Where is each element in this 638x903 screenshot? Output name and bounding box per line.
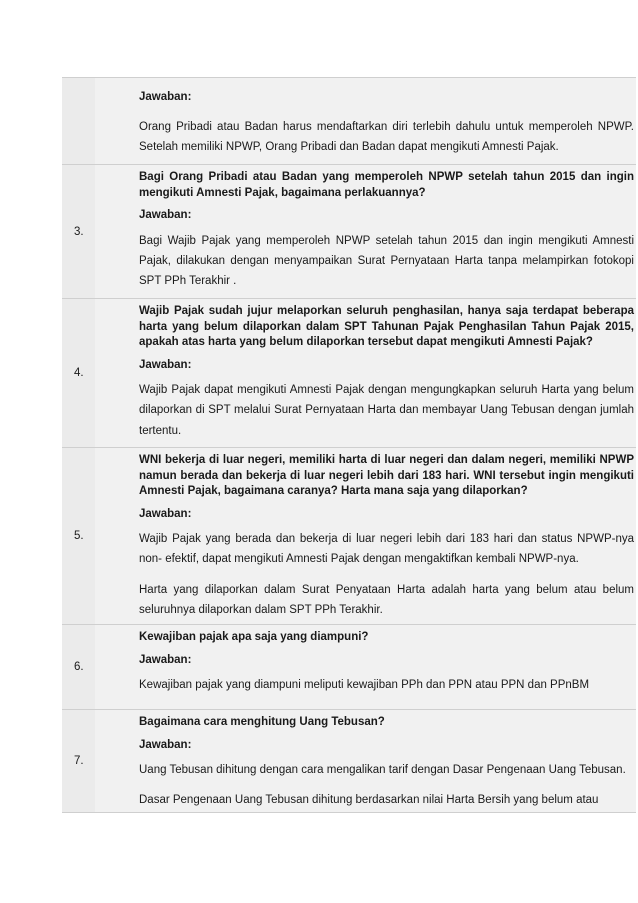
row-content <box>95 710 636 812</box>
faq-table <box>62 77 636 813</box>
answer-label: Jawaban: <box>139 91 192 103</box>
row-content <box>95 448 636 624</box>
answer-text: Bagi Wajib Pajak yang memperoleh NPWP setelah tahun 2015 dan ingin mengikuti Amnesti Pajak, dilakukan dengan menyampaikan Surat Pernyataan Harta tanpa melampirkan fotokopi SPT PPh Terakhir . <box>139 234 634 288</box>
answer-text: Wajib Pajak dapat mengikuti Amnesti Pajak dengan mengungkapkan seluruh Harta yang belum dilaporkan di SPT melalui Surat Pernyataan Harta dan membayar Uang Tebusan dengan jumlah tertentu. <box>139 384 634 437</box>
row-content <box>95 78 636 164</box>
answer-text: Wajib Pajak yang berada dan bekerja di luar negeri lebih dari 183 hari dan status NPWP-nya non- efektif, dapat mengikuti Amnesti Pajak dengan mengaktifkan kembali NPWP-nya. <box>139 533 634 566</box>
question-text: Wajib Pajak sudah jujur melaporkan seluruh penghasilan, hanya saja terdapat beberapa harta yang belum dilaporkan dalam SPT Tahunan Pajak Penghasilan Tahun Pajak 2015, apakah atas harta yang belum dilaporkan tersebut dapat mengikuti Amnesti Pajak? <box>139 305 634 349</box>
table-row <box>62 164 636 298</box>
answer-label: Jawaban: <box>139 653 192 666</box>
row-number: 4. <box>62 299 95 447</box>
table-row <box>62 447 636 624</box>
row-number: 6. <box>62 625 95 709</box>
question-text: Kewajiban pajak apa saja yang diampuni? <box>139 631 369 643</box>
table-row <box>62 624 636 709</box>
row-number: 3. <box>62 165 95 298</box>
row-number: 5. <box>62 448 95 624</box>
row-number: 7. <box>62 710 95 812</box>
answer-text: Dasar Pengenaan Uang Tebusan dihitung berdasarkan nilai Harta Bersih yang belum atau <box>139 794 599 807</box>
answer-label: Jawaban: <box>139 209 192 222</box>
question-text: WNI bekerja di luar negeri, memiliki harta di luar negeri dan dalam negeri, memiliki NPWP namun berada dan bekerja di luar negeri lebih dari 183 hari. WNI tersebut ingin mengikuti Amnesti Pajak, bagaimana caranya? Harta mana saja yang dilaporkan? <box>139 454 634 498</box>
table-row <box>62 298 636 447</box>
answer-label: Jawaban: <box>139 358 192 371</box>
row-content <box>95 165 636 298</box>
answer-text: Orang Pribadi atau Badan harus mendaftarkan diri terlebih dahulu untuk memperoleh NPWP. Setelah memiliki NPWP, Orang Pribadi dan Badan dapat mengikuti Amnesti Pajak. <box>139 120 634 153</box>
question-text: Bagi Orang Pribadi atau Badan yang memperoleh NPWP setelah tahun 2015 dan ingin mengikuti Amnesti Pajak, bagaimana perlakuannya? <box>139 171 634 199</box>
table-row <box>62 709 636 813</box>
answer-label: Jawaban: <box>139 738 192 751</box>
answer-text: Kewajiban pajak yang diampuni meliputi kewajiban PPh dan PPN atau PPN dan PPnBM <box>139 679 590 692</box>
row-content <box>95 625 636 709</box>
answer-text: Uang Tebusan dihitung dengan cara mengalikan tarif dengan Dasar Pengenaan Uang Tebusan. <box>139 764 626 777</box>
table-row <box>62 77 636 164</box>
answer-label: Jawaban: <box>139 507 192 520</box>
question-text: Bagaimana cara menghitung Uang Tebusan? <box>139 716 385 728</box>
row-content <box>95 299 636 447</box>
answer-text: Harta yang dilaporkan dalam Surat Penyataan Harta adalah harta yang belum atau belum seluruhnya dilaporkan dalam SPT PPh Terakhir. <box>139 583 634 616</box>
row-number <box>62 78 95 164</box>
